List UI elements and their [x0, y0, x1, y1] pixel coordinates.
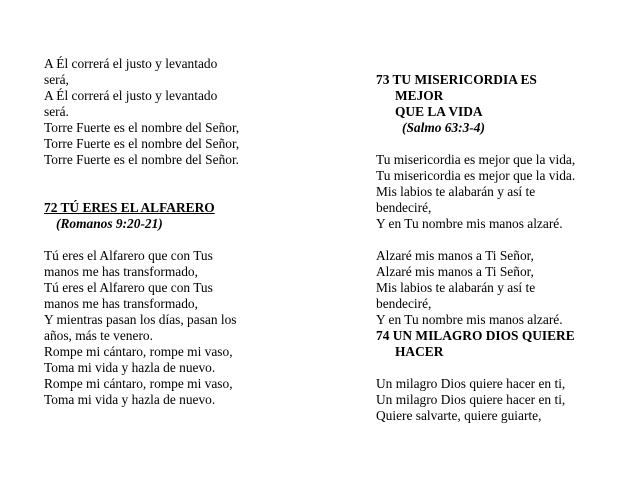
spacer — [44, 232, 284, 248]
spacer — [44, 184, 284, 200]
lyric-line: Y mientras pasan los días, pasan los — [44, 312, 237, 327]
song-74-title: HACER — [395, 344, 444, 359]
lyric-line: Y en Tu nombre mis manos alzaré. — [376, 312, 563, 327]
spacer — [376, 136, 611, 152]
lyric-line: Mis labios te alabarán y así te — [376, 184, 536, 199]
lyric-line: Tu misericordia es mejor que la vida, — [376, 152, 576, 167]
lyric-line: A Él correrá el justo y levantado — [44, 56, 218, 71]
lyric-line: Toma mi vida y hazla de nuevo. — [44, 360, 216, 375]
lyric-line: Torre Fuerte es el nombre del Señor. — [44, 152, 240, 167]
lyric-line: Tu misericordia es mejor que la vida. — [376, 168, 576, 183]
lyric-line: Alzaré mis manos a Ti Señor, — [376, 264, 534, 279]
lyric-line: Quiere salvarte, quiere guiarte, — [376, 408, 542, 423]
spacer — [376, 360, 611, 376]
lyric-line: bendeciré, — [376, 200, 432, 215]
song-73-title: MEJOR — [395, 88, 444, 103]
lyric-line: Un milagro Dios quiere hacer en ti, — [376, 392, 566, 407]
song-73-title: 73 TU MISERICORDIA ES — [376, 72, 537, 87]
lyric-line: A Él correrá el justo y levantado — [44, 88, 218, 103]
lyric-line: Torre Fuerte es el nombre del Señor, — [44, 136, 240, 151]
lyric-line: Mis labios te alabarán y así te — [376, 280, 536, 295]
lyric-line: bendeciré, — [376, 296, 432, 311]
lyric-line: manos me has transformado, — [44, 296, 198, 311]
lyric-line: será. — [44, 104, 69, 119]
lyric-line: Alzaré mis manos a Ti Señor, — [376, 248, 534, 263]
lyric-line: Toma mi vida y hazla de nuevo. — [44, 392, 216, 407]
lyric-line: será, — [44, 72, 69, 87]
spacer — [376, 232, 611, 248]
lyric-line: Torre Fuerte es el nombre del Señor, — [44, 120, 240, 135]
lyric-line: Y en Tu nombre mis manos alzaré. — [376, 216, 563, 231]
song-74-title: 74 UN MILAGRO DIOS QUIERE — [376, 328, 575, 343]
lyric-line: Tú eres el Alfarero que con Tus — [44, 280, 213, 295]
lyric-line: Rompe mi cántaro, rompe mi vaso, — [44, 344, 233, 359]
right-column — [376, 72, 611, 424]
song-72-title: 72 TÚ ERES EL ALFARERO — [44, 200, 215, 215]
song-72-reference: (Romanos 9:20-21) — [56, 216, 163, 231]
song-73-reference: (Salmo 63:3-4) — [402, 120, 485, 135]
left-column — [44, 56, 284, 408]
lyric-line: Tú eres el Alfarero que con Tus — [44, 248, 213, 263]
song-73-title: QUE LA VIDA — [395, 104, 483, 119]
lyric-line: Rompe mi cántaro, rompe mi vaso, — [44, 376, 233, 391]
spacer — [44, 168, 284, 184]
lyric-line: manos me has transformado, — [44, 264, 198, 279]
lyric-line: años, más te venero. — [44, 328, 153, 343]
lyric-line: Un milagro Dios quiere hacer en ti, — [376, 376, 566, 391]
